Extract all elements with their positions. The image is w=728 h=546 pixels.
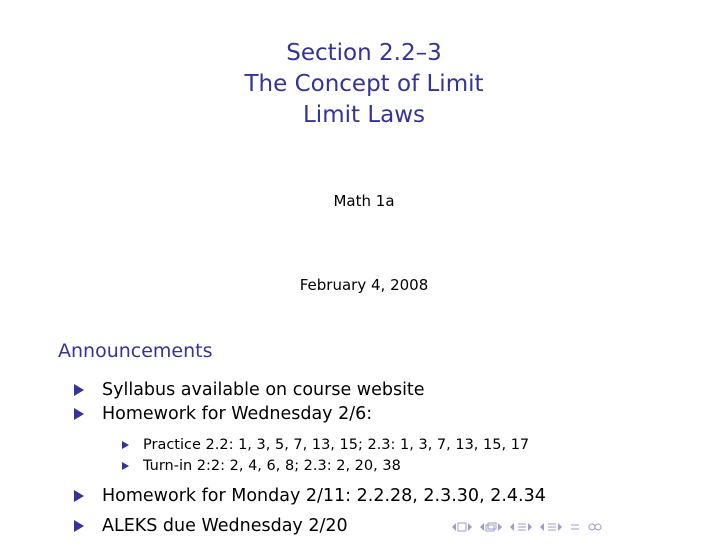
bullet-triangle-icon: [74, 520, 84, 532]
sub-list-item: [74, 434, 546, 455]
bullet-triangle-icon: [74, 490, 84, 502]
slide-title: [0, 38, 728, 131]
date: February 4, 2008: [299, 276, 429, 294]
list-item: [74, 484, 546, 508]
list-item-text: Turn-in 2:2: 2, 4, 6, 8; 2.3: 2, 20, 38: [143, 457, 401, 474]
beamer-navigation-bar: [452, 522, 602, 532]
nav-prev-subsection-icon[interactable]: [480, 522, 502, 532]
bullet-triangle-icon: [74, 408, 84, 420]
list-item: [74, 402, 546, 426]
sub-list-item: [74, 455, 546, 476]
list-item: [74, 378, 546, 402]
nav-search-icon[interactable]: [588, 522, 602, 532]
list-item-text: Homework for Monday 2/11: 2.2.28, 2.3.30, 2.4.34: [102, 486, 546, 506]
nav-prev-section-icon[interactable]: [510, 522, 532, 532]
list-item-text: Homework for Wednesday 2/6:: [102, 404, 373, 424]
course-name: Math 1a: [333, 192, 395, 210]
nav-prev-frame-icon[interactable]: [452, 522, 472, 532]
nav-next-section-icon[interactable]: [540, 522, 562, 532]
list-item-text: ALEKS due Wednesday 2/20: [102, 516, 348, 536]
bullet-triangle-icon: [122, 441, 129, 449]
announcements-heading: Announcements: [58, 340, 213, 362]
bullet-triangle-icon: [74, 384, 84, 396]
list-item-text: Syllabus available on course website: [102, 380, 425, 400]
title-line-2: The Concept of Limit: [244, 71, 484, 97]
title-line-1: Section 2.2–3: [286, 40, 442, 66]
title-line-3: Limit Laws: [302, 102, 426, 128]
announcements-list: [74, 378, 546, 538]
nav-menu-icon[interactable]: [570, 522, 580, 532]
bullet-triangle-icon: [122, 462, 129, 470]
list-item-text: Practice 2.2: 1, 3, 5, 7, 13, 15; 2.3: 1, 3, 7, 13, 15, 17: [143, 436, 530, 453]
